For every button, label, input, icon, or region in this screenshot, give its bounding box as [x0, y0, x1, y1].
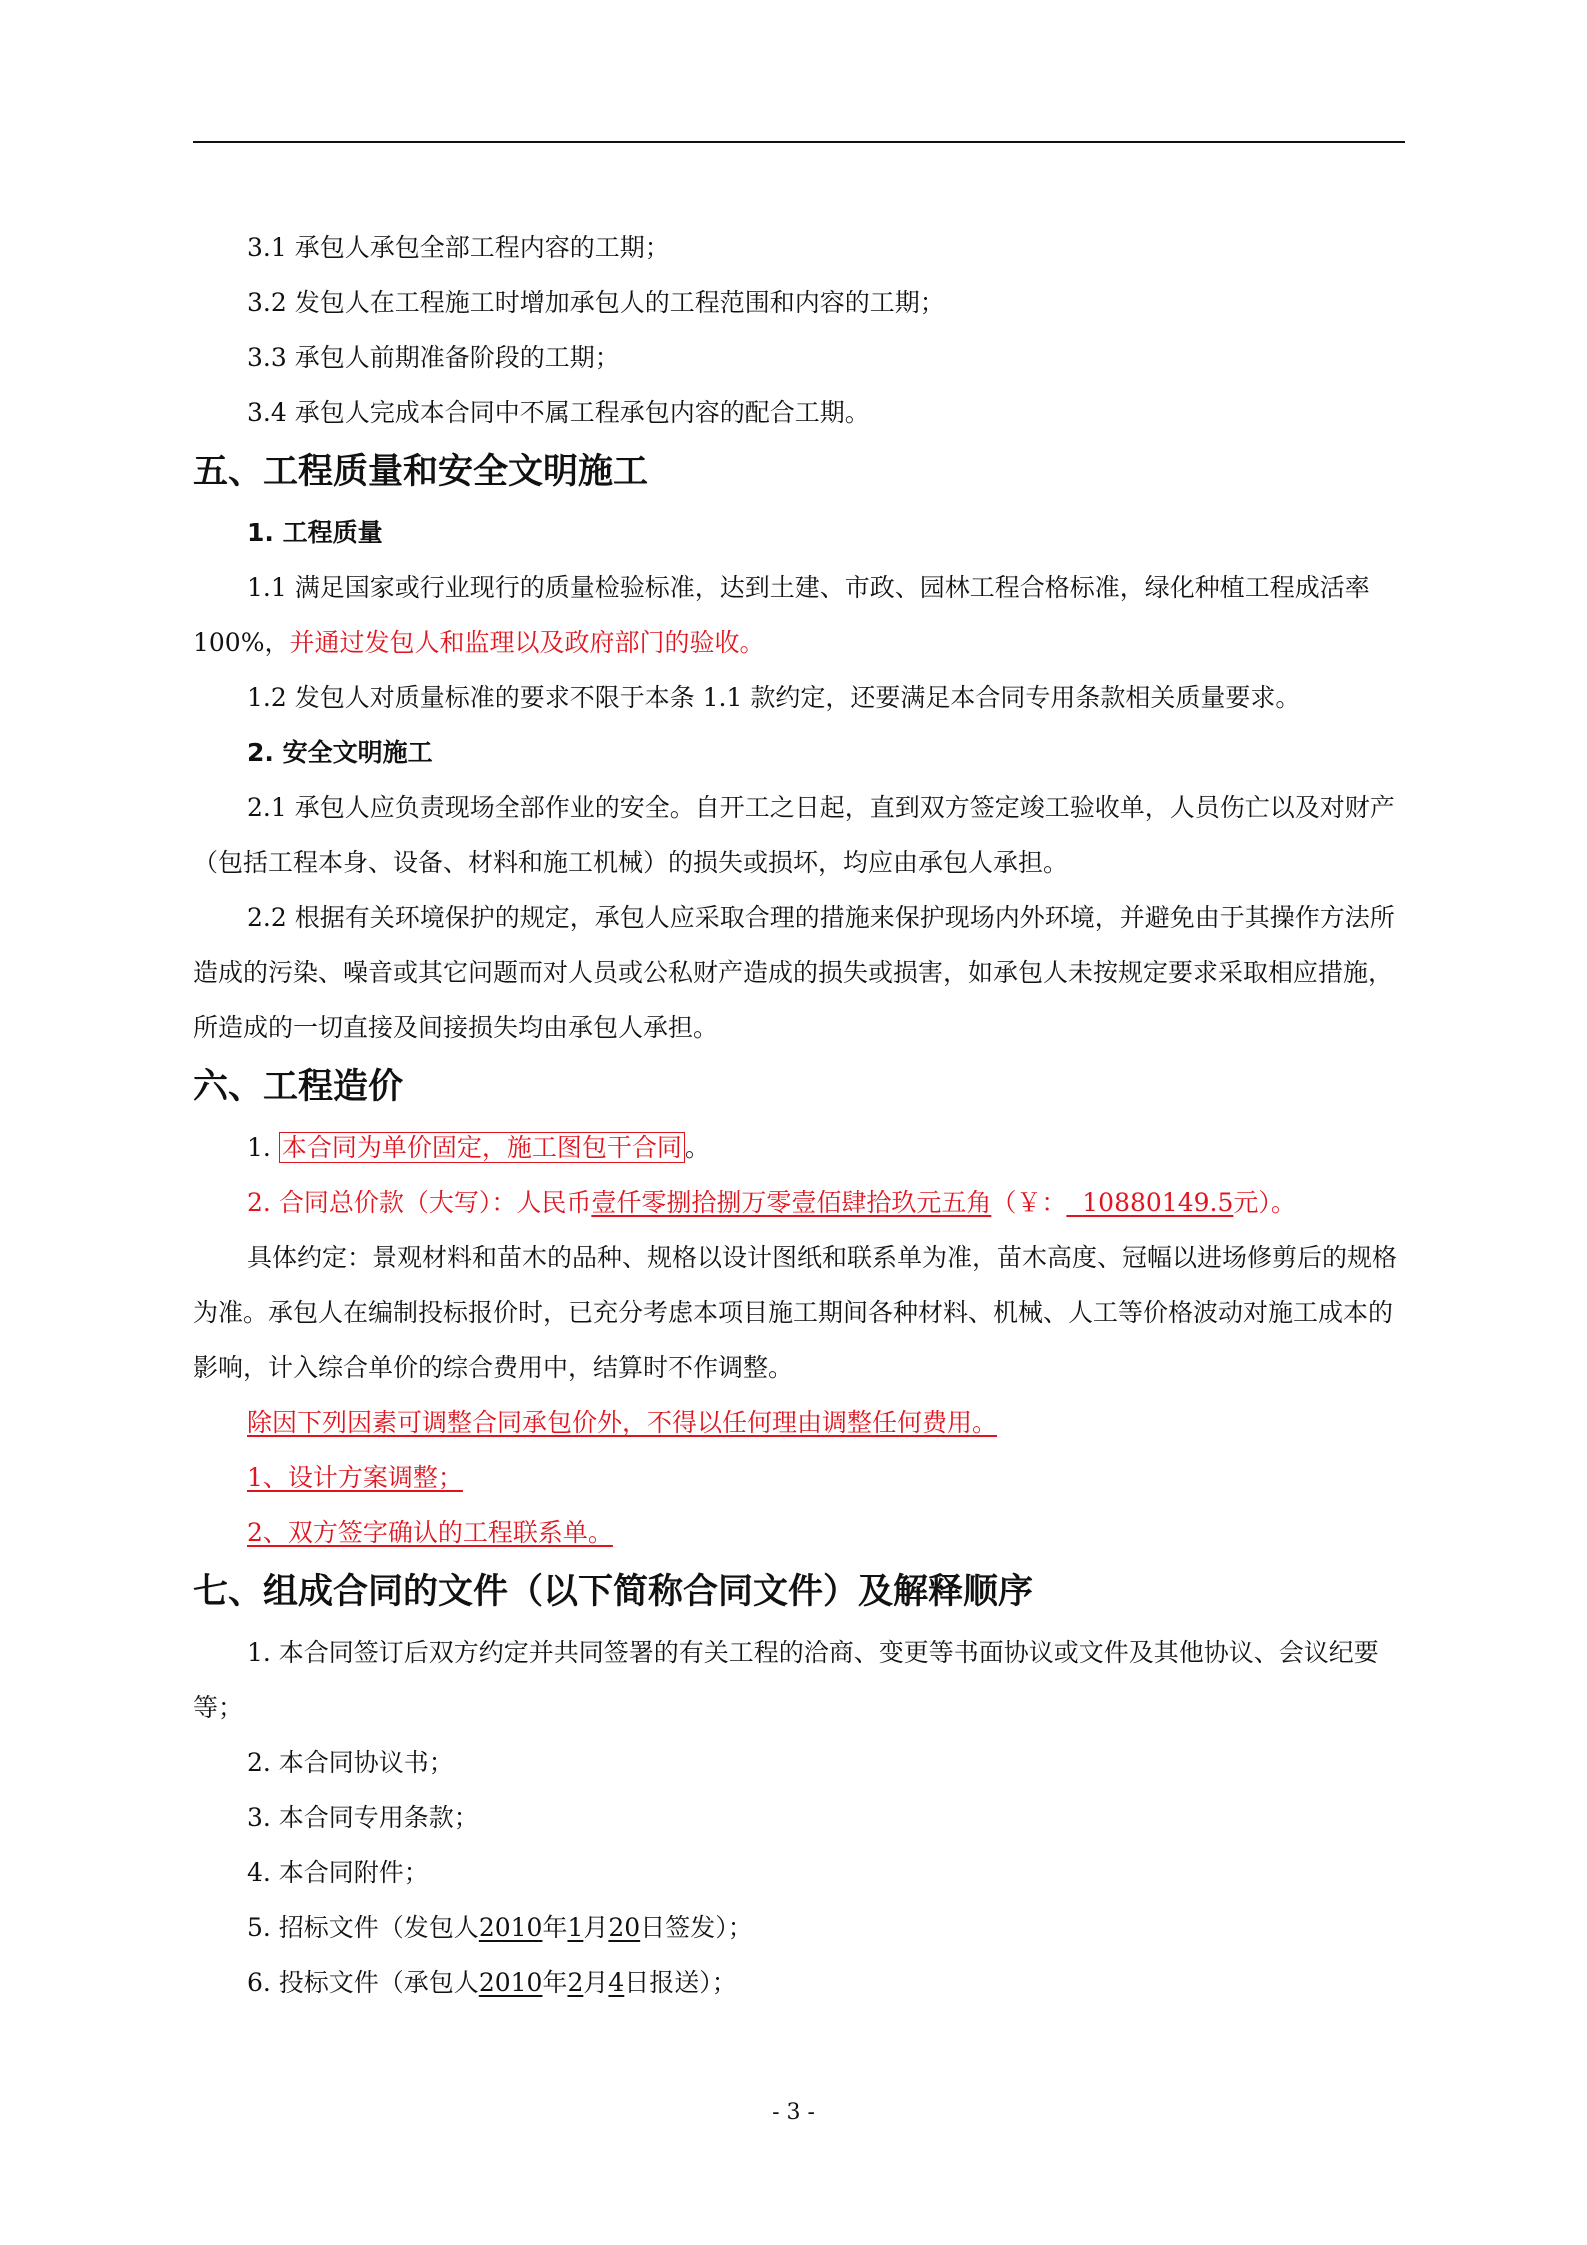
item-3-1: 3.1 承包人承包全部工程内容的工期；	[247, 233, 670, 262]
doc-item-4: 4. 本合同附件；	[247, 1858, 429, 1887]
price-adjust-1	[193, 1450, 1405, 1505]
section-5-sub-2: 2. 安全文明施工	[247, 738, 433, 767]
doc-item-6-suffix: 日报送）；	[624, 1968, 737, 1997]
price-item-1-end: 。	[684, 1133, 710, 1162]
doc-item-2: 2. 本合同协议书；	[247, 1748, 454, 1777]
price-adjust-2-text: 2、双方签字确认的工程联系单。	[247, 1518, 613, 1547]
doc-item-6-year: 2010	[478, 1968, 543, 1997]
doc-item-5	[193, 1900, 1405, 1955]
doc-item-6-day: 4	[608, 1968, 625, 1997]
price-item-2	[193, 1175, 1405, 1230]
doc-item-5-y: 年	[542, 1913, 568, 1942]
doc-item-6-prefix: 6. 投标文件（承包人	[247, 1968, 479, 1997]
page-content	[193, 220, 1405, 2010]
price-item-2-num: 2.	[247, 1188, 271, 1217]
doc-item-6-y: 年	[542, 1968, 568, 1997]
clause-1-1-red: 并通过发包人和监理以及政府部门的验收。	[289, 628, 765, 657]
price-item-1-num: 1.	[247, 1133, 271, 1162]
clause-2-1: 2.1 承包人应负责现场全部作业的安全。自开工之日起，直到双方签定竣工验收单，人员伤亡以及对财产（包括工程本身、设备、材料和施工机械）的损失或损坏，均应由承包人承担。	[193, 793, 1395, 877]
clause-1-1	[193, 560, 1405, 670]
price-item-1	[193, 1120, 1405, 1175]
section-6-title: 六、工程造价	[193, 1067, 404, 1107]
doc-item-1: 1. 本合同签订后双方约定并共同签署的有关工程的洽商、变更等书面协议或文件及其他协议、会议纪要等；	[193, 1638, 1379, 1722]
doc-item-5-m: 月	[583, 1913, 609, 1942]
doc-item-6	[193, 1955, 1405, 2010]
price-item-2-paren: （￥：	[991, 1188, 1067, 1217]
price-adjust-2	[193, 1505, 1405, 1560]
clause-2-2: 2.2 根据有关环境保护的规定，承包人应采取合理的措施来保护现场内外环境，并避免由于其操作方法所造成的污染、噪音或其它问题而对人员或公私财产造成的损失或损害，如承包人未按规定要求采取相应措施，所造成的一切直接及间接损失均由承包人承担。	[193, 903, 1395, 1042]
price-adjust-1-text: 1、设计方案调整；	[247, 1463, 463, 1492]
doc-item-6-month: 2	[567, 1968, 584, 1997]
price-adjust-note-text: 除因下列因素可调整合同承包价外，不得以任何理由调整任何费用。	[247, 1408, 998, 1437]
item-3-4: 3.4 承包人完成本合同中不属工程承包内容的配合工期。	[247, 398, 870, 427]
price-amount-words: 壹仟零捌拾捌万零壹佰肆拾玖元五角	[591, 1188, 992, 1217]
header-rule	[193, 141, 1405, 143]
doc-item-6-m: 月	[583, 1968, 609, 1997]
clause-1-1-text: 1.1 满足国家或行业现行的质量检验标准，达到土建、市政、园林工程合格标准，绿化种植工程成活率 100%，	[193, 573, 1370, 657]
section-5-title: 五、工程质量和安全文明施工	[193, 452, 649, 492]
price-item-2-label: 合同总价款（大写）：人民币	[278, 1188, 592, 1217]
price-amount-number	[1066, 1188, 1233, 1217]
price-detail: 具体约定：景观材料和苗木的品种、规格以设计图纸和联系单为准，苗木高度、冠幅以进场修剪后的规格为准。承包人在编制投标报价时，已充分考虑本项目施工期间各种材料、机械、人工等价格波动对施工成本的影响，计入综合单价的综合费用中，结算时不作调整。	[193, 1243, 1398, 1382]
doc-item-5-month: 1	[567, 1913, 584, 1942]
section-7-title: 七、组成合同的文件（以下简称合同文件）及解释顺序	[193, 1572, 1034, 1612]
price-item-2-end: 元）。	[1233, 1188, 1296, 1217]
clause-1-2: 1.2 发包人对质量标准的要求不限于本条 1.1 款约定，还要满足本合同专用条款相关质量要求。	[247, 683, 1301, 712]
doc-item-3: 3. 本合同专用条款；	[247, 1803, 479, 1832]
doc-item-5-suffix: 日签发）；	[640, 1913, 753, 1942]
doc-item-5-day: 20	[608, 1913, 641, 1942]
price-item-1-boxed: 本合同为单价固定，施工图包干合同	[279, 1132, 685, 1163]
section-5-sub-1: 1. 工程质量	[247, 518, 383, 547]
page-number: - 3 -	[772, 2100, 815, 2125]
item-3-3: 3.3 承包人前期准备阶段的工期；	[247, 343, 620, 372]
price-amount-number-text: 10880149.5	[1082, 1188, 1234, 1217]
doc-item-5-year: 2010	[478, 1913, 543, 1942]
item-3-2: 3.2 发包人在工程施工时增加承包人的工程范围和内容的工期；	[247, 288, 945, 317]
price-adjust-note	[193, 1395, 1405, 1450]
doc-item-5-prefix: 5. 招标文件（发包人	[247, 1913, 479, 1942]
